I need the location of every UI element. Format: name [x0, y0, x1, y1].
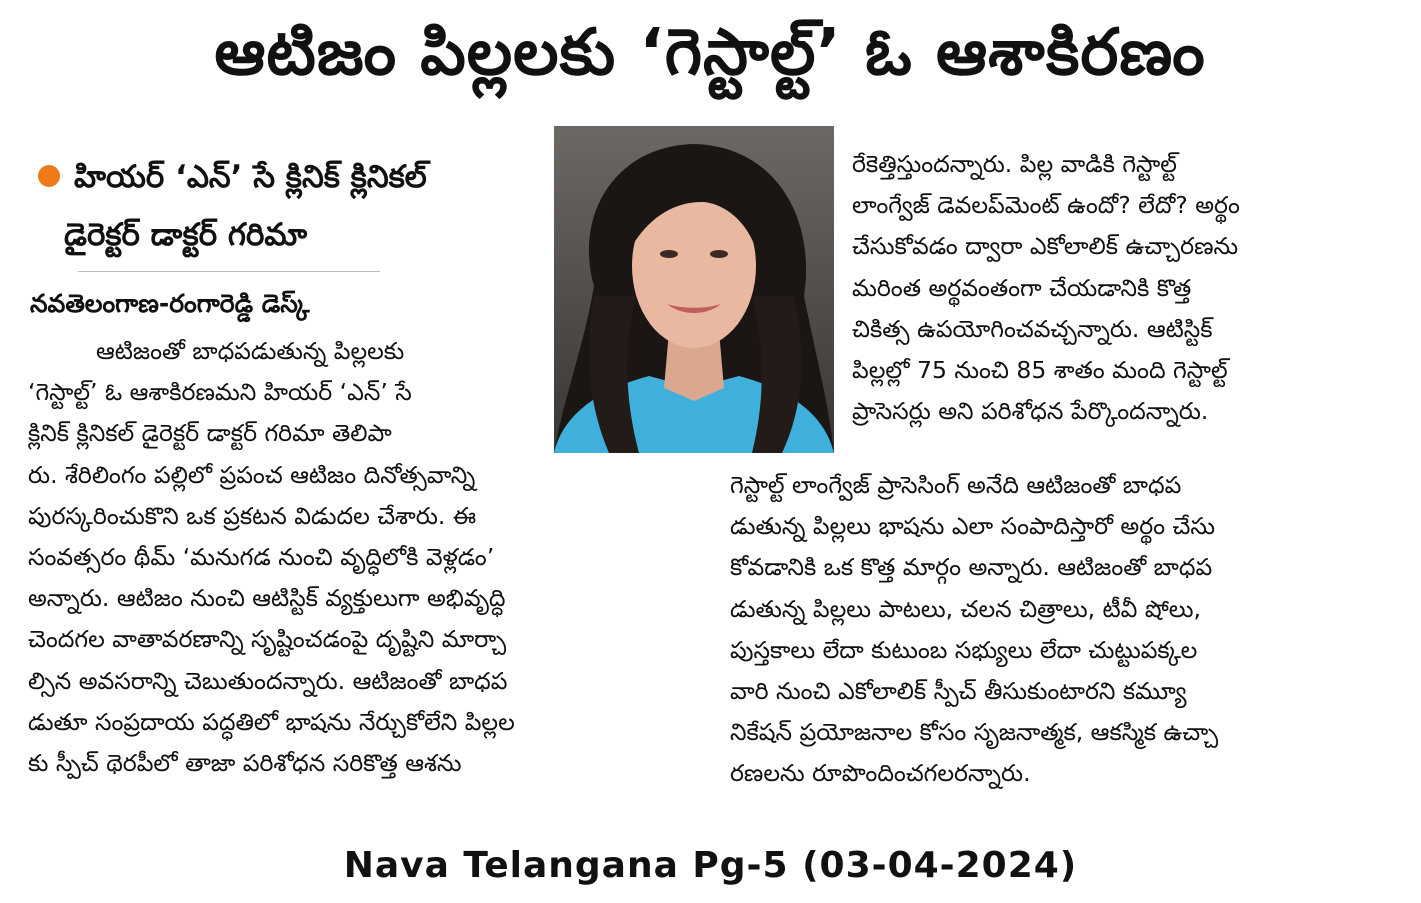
article-line: ల్సిన అవసరాన్ని చెబుతుందన్నారు. ఆటిజంతో బాధప [28, 666, 508, 695]
article-line: డుతున్న పిల్లలు పాటలు, చలన చిత్రాలు, టీవీ షోలు, [730, 594, 1202, 623]
article-line: రు. శేరిలింగం పల్లిలో ప్రపంచ ఆటిజం దినోత్సవాన్ని [28, 460, 476, 489]
article-column-middle [730, 465, 1390, 795]
article-line: డుతూ సంప్రదాయ పద్ధతిలో భాషను నేర్చుకోలేని పిల్లల [28, 707, 515, 736]
article-line: క్లినిక్ క్లినికల్ డైరెక్టర్ డాక్టర్ గరిమా తెలిపా [28, 419, 392, 448]
subhead-line-2: డైరెక్టర్ డాక్టర్ గరిమా [64, 217, 308, 253]
article-line: అన్నారు. ఆటిజం నుంచి ఆటిస్టిక్ వ్యక్తులుగా అభివృద్ధి [28, 584, 506, 613]
headline: ఆటిజం పిల్లలకు ‘గెస్టాల్ట్’ ఓ ఆశాకిరణం [214, 16, 1206, 90]
article-column-right [852, 144, 1387, 432]
divider-rule [78, 271, 380, 272]
article-line: రణలను రూపొందించగలరన్నారు. [730, 759, 1031, 788]
article-line: చికిత్స ఉపయోగించవచ్చన్నారు. ఆటిస్టిక్ [852, 314, 1213, 343]
article-line: వారి నుంచి ఎకోలాలిక్ స్పీచ్ తీసుకుంటారని కమ్యూ [730, 676, 1187, 705]
article-line: కు స్పీచ్ థెరపీలో తాజా పరిశోధన సరికొత్త ఆశను [28, 748, 462, 777]
article-line: ప్రాసెసర్లు అని పరిశోధన పేర్కొందన్నారు. [852, 397, 1209, 426]
article-line: పుస్తకాలు లేదా కుటుంబ సభ్యులు లేదా చుట్టుపక్కల [730, 635, 1198, 664]
article-column-left [28, 331, 538, 784]
article-line: మరింత అర్థవంతంగా చేయడానికి కొత్త [852, 273, 1192, 302]
portrait-illustration [554, 126, 834, 453]
article-line: కోవడానికి ఒక కొత్త మార్గం అన్నారు. ఆటిజంతో బాధప [730, 553, 1213, 582]
subhead-line-1: హియర్ ‘ఎన్’ సే క్లినిక్ క్లినికల్ [74, 159, 427, 195]
article-line: చెందగల వాతావరణాన్ని సృష్టించడంపై దృష్టిని మార్చా [28, 625, 507, 654]
article-line: నికేషన్ ప్రయోజనాల కోసం సృజనాత్మక, ఆకస్మిక ఉచ్చా [730, 718, 1219, 747]
orange-bullet-icon [38, 165, 60, 187]
article-line: గెస్టాల్ట్ లాంగ్వేజ్ ప్రాసెసింగ్ అనేది ఆటిజంతో బాధప [730, 471, 1182, 499]
article-line: ‘గెస్టాల్ట్’ ఓ ఆశాకిరణమని హియర్ ‘ఎన్’ సే [28, 378, 412, 407]
subheadline [38, 148, 427, 264]
article-line: ఆటిజంతో బాధపడుతున్న పిల్లలకు [96, 337, 405, 365]
dateline: నవతెలంగాణ-రంగారెడ్డి డెస్క్ [30, 289, 310, 318]
article-line: డుతున్న పిల్లలు భాషను ఎలా సంపాదిస్తారో అర్థం చేసు [730, 512, 1216, 541]
article-line: చేసుకోవడం ద్వారా ఎకోలాలిక్ ఉచ్చారణను [852, 232, 1239, 261]
article-line: లాంగ్వేజ్ డెవలప్‌మెంట్ ఉందో? లేదో? అర్థం [852, 191, 1240, 220]
article-line: పురస్కరించుకొని ఒక ప్రకటన విడుదల చేశారు. ఈ [28, 501, 477, 530]
source-footer: Nava Telangana Pg-5 (03-04-2024) [343, 845, 1078, 886]
portrait-photo [554, 126, 834, 453]
article-line: సంవత్సరం థీమ్ ‘మనుగడ నుంచి వృద్ధిలోకి వెళ్లడం’ [28, 542, 495, 571]
article-line: పిల్లల్లో 75 నుంచి 85 శాతం మంది గెస్టాల్ట్ [852, 355, 1228, 384]
article-line: రేకెత్తిస్తుందన్నారు. పిల్ల వాడికి గెస్టాల్ట్ [852, 150, 1177, 178]
